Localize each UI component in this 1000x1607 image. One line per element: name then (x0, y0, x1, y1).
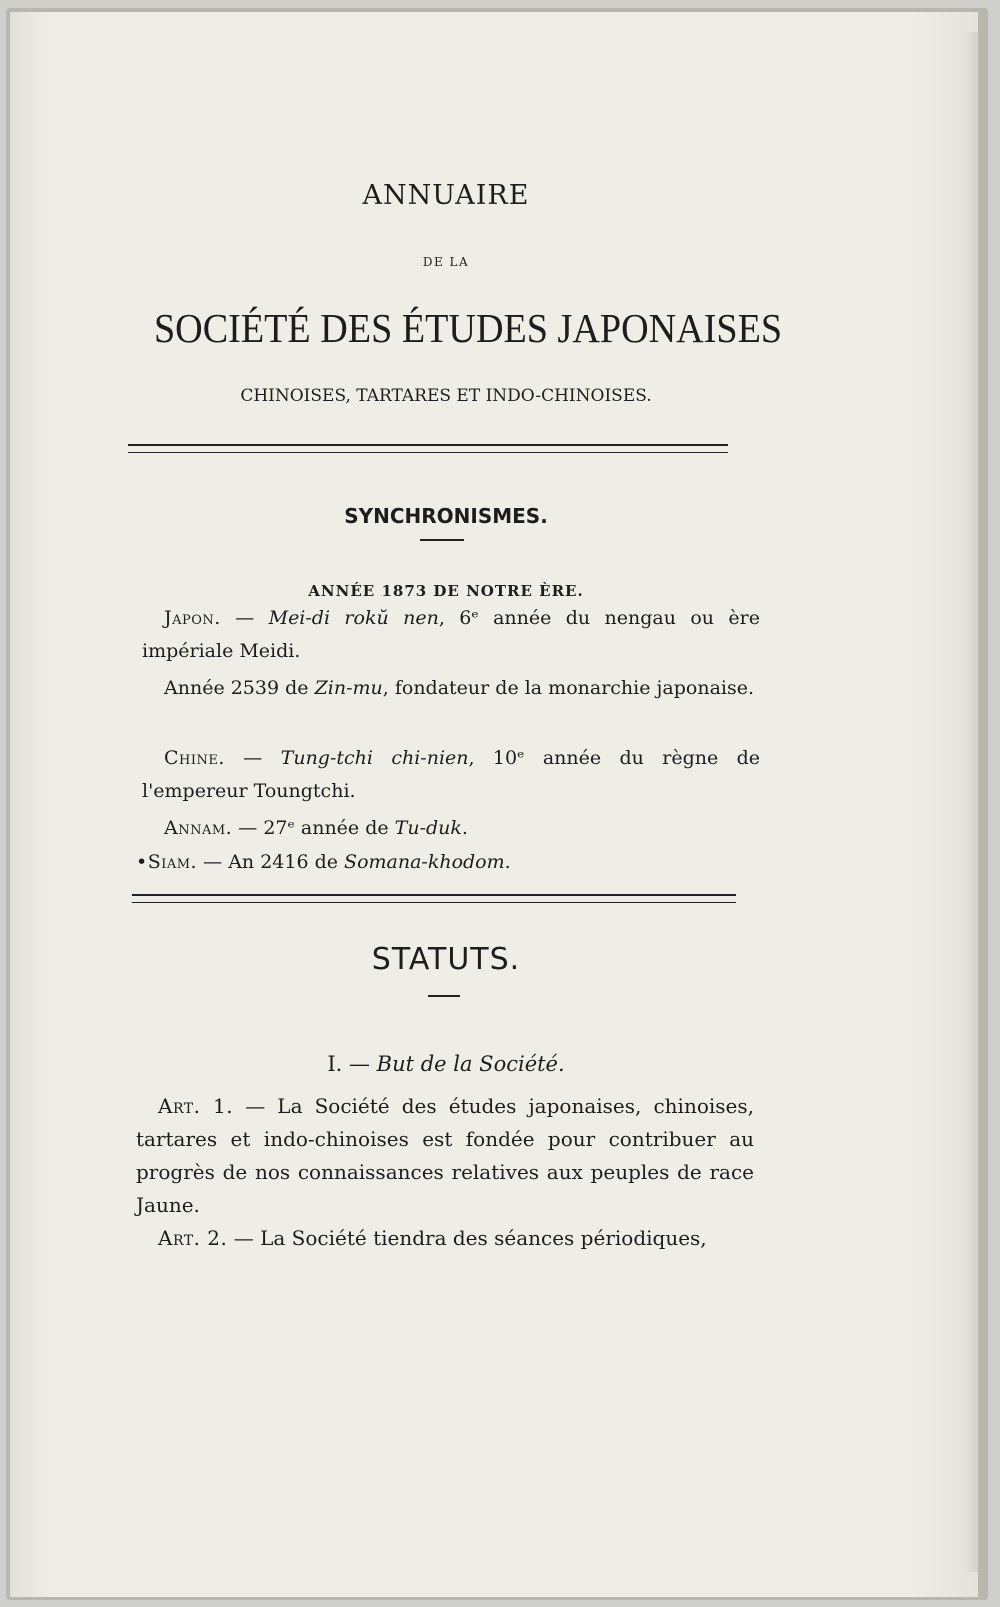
section-heading (132, 1052, 760, 1076)
section-dash: — (342, 1052, 377, 1076)
article-dash: — (227, 1226, 261, 1250)
section-number: I. (327, 1052, 343, 1076)
document-page (10, 12, 978, 1597)
header-divider (128, 444, 728, 453)
article-text: La Société des études japonaises, chinoises, tartares et indo-chinoises est fondée pour contribuer au progrès de nos connaissances relatives aux peuples de race Jaune. (136, 1094, 754, 1217)
sync-term: Somana-khodom (344, 851, 505, 873)
sync-text: Année 2539 de (164, 677, 315, 699)
header-subtitle: CHINOISES, TARTARES ET INDO-CHINOISES. (240, 386, 652, 406)
sync-term: Tu-duk (394, 817, 462, 839)
sync-entry-zinmu (142, 672, 760, 705)
sync-term: Tung-tchi chi-nien (280, 747, 469, 769)
sync-dash: — (224, 747, 281, 769)
section-title: But de la Société. (376, 1052, 565, 1076)
sync-text: 27ᵉ année de (263, 817, 395, 839)
sync-entry-annam (142, 812, 760, 845)
article-2 (136, 1222, 754, 1255)
sync-label: Annam. (164, 817, 233, 839)
sync-text: , 10ᵉ année du règne de l'empereur Toungtchi. (142, 747, 760, 802)
synchronismes-year: ANNÉE 1873 DE NOTRE ÈRE. (308, 582, 584, 600)
sync-dash: — (232, 817, 264, 839)
article-label: Art. 1. (158, 1094, 234, 1118)
synchronismes-rule (420, 539, 464, 541)
sync-dash: — (197, 851, 229, 873)
sync-text: , fondateur de la monarchie japonaise. (382, 677, 755, 699)
article-text: La Société tiendra des séances périodiques, (260, 1226, 707, 1250)
article-dash: — (233, 1094, 278, 1118)
statuts-rule (428, 995, 460, 997)
sync-entry-japon (142, 602, 760, 668)
sync-entry-chine (142, 742, 760, 808)
sync-text: . (461, 817, 468, 839)
sync-dash: — (220, 607, 269, 629)
article-1 (136, 1090, 754, 1222)
sync-term: Mei-di rokŭ nen (268, 607, 439, 629)
sync-label: Japon. (164, 607, 221, 629)
sync-label: Chine. (164, 747, 225, 769)
header-de-la: DE LA (422, 255, 470, 269)
synchronismes-title: SYNCHRONISMES. (344, 504, 548, 528)
synchronismes-divider (132, 894, 736, 903)
article-label: Art. 2. (158, 1226, 228, 1250)
header-society-title: SOCIÉTÉ DES ÉTUDES JAPONAISES (153, 305, 783, 351)
sync-label: •Siam. (136, 851, 198, 873)
statuts-title: STATUTS. (371, 942, 521, 977)
sync-entry-siam (136, 846, 754, 879)
page-edge (964, 32, 978, 1572)
header-annuaire: ANNUAIRE (362, 180, 530, 211)
sync-text: An 2416 de (228, 851, 345, 873)
sync-text: . (504, 851, 511, 873)
sync-text: , 6ᵉ année du nengau ou ère impériale Meidi. (142, 607, 760, 662)
sync-term: Zin-mu (314, 677, 383, 699)
